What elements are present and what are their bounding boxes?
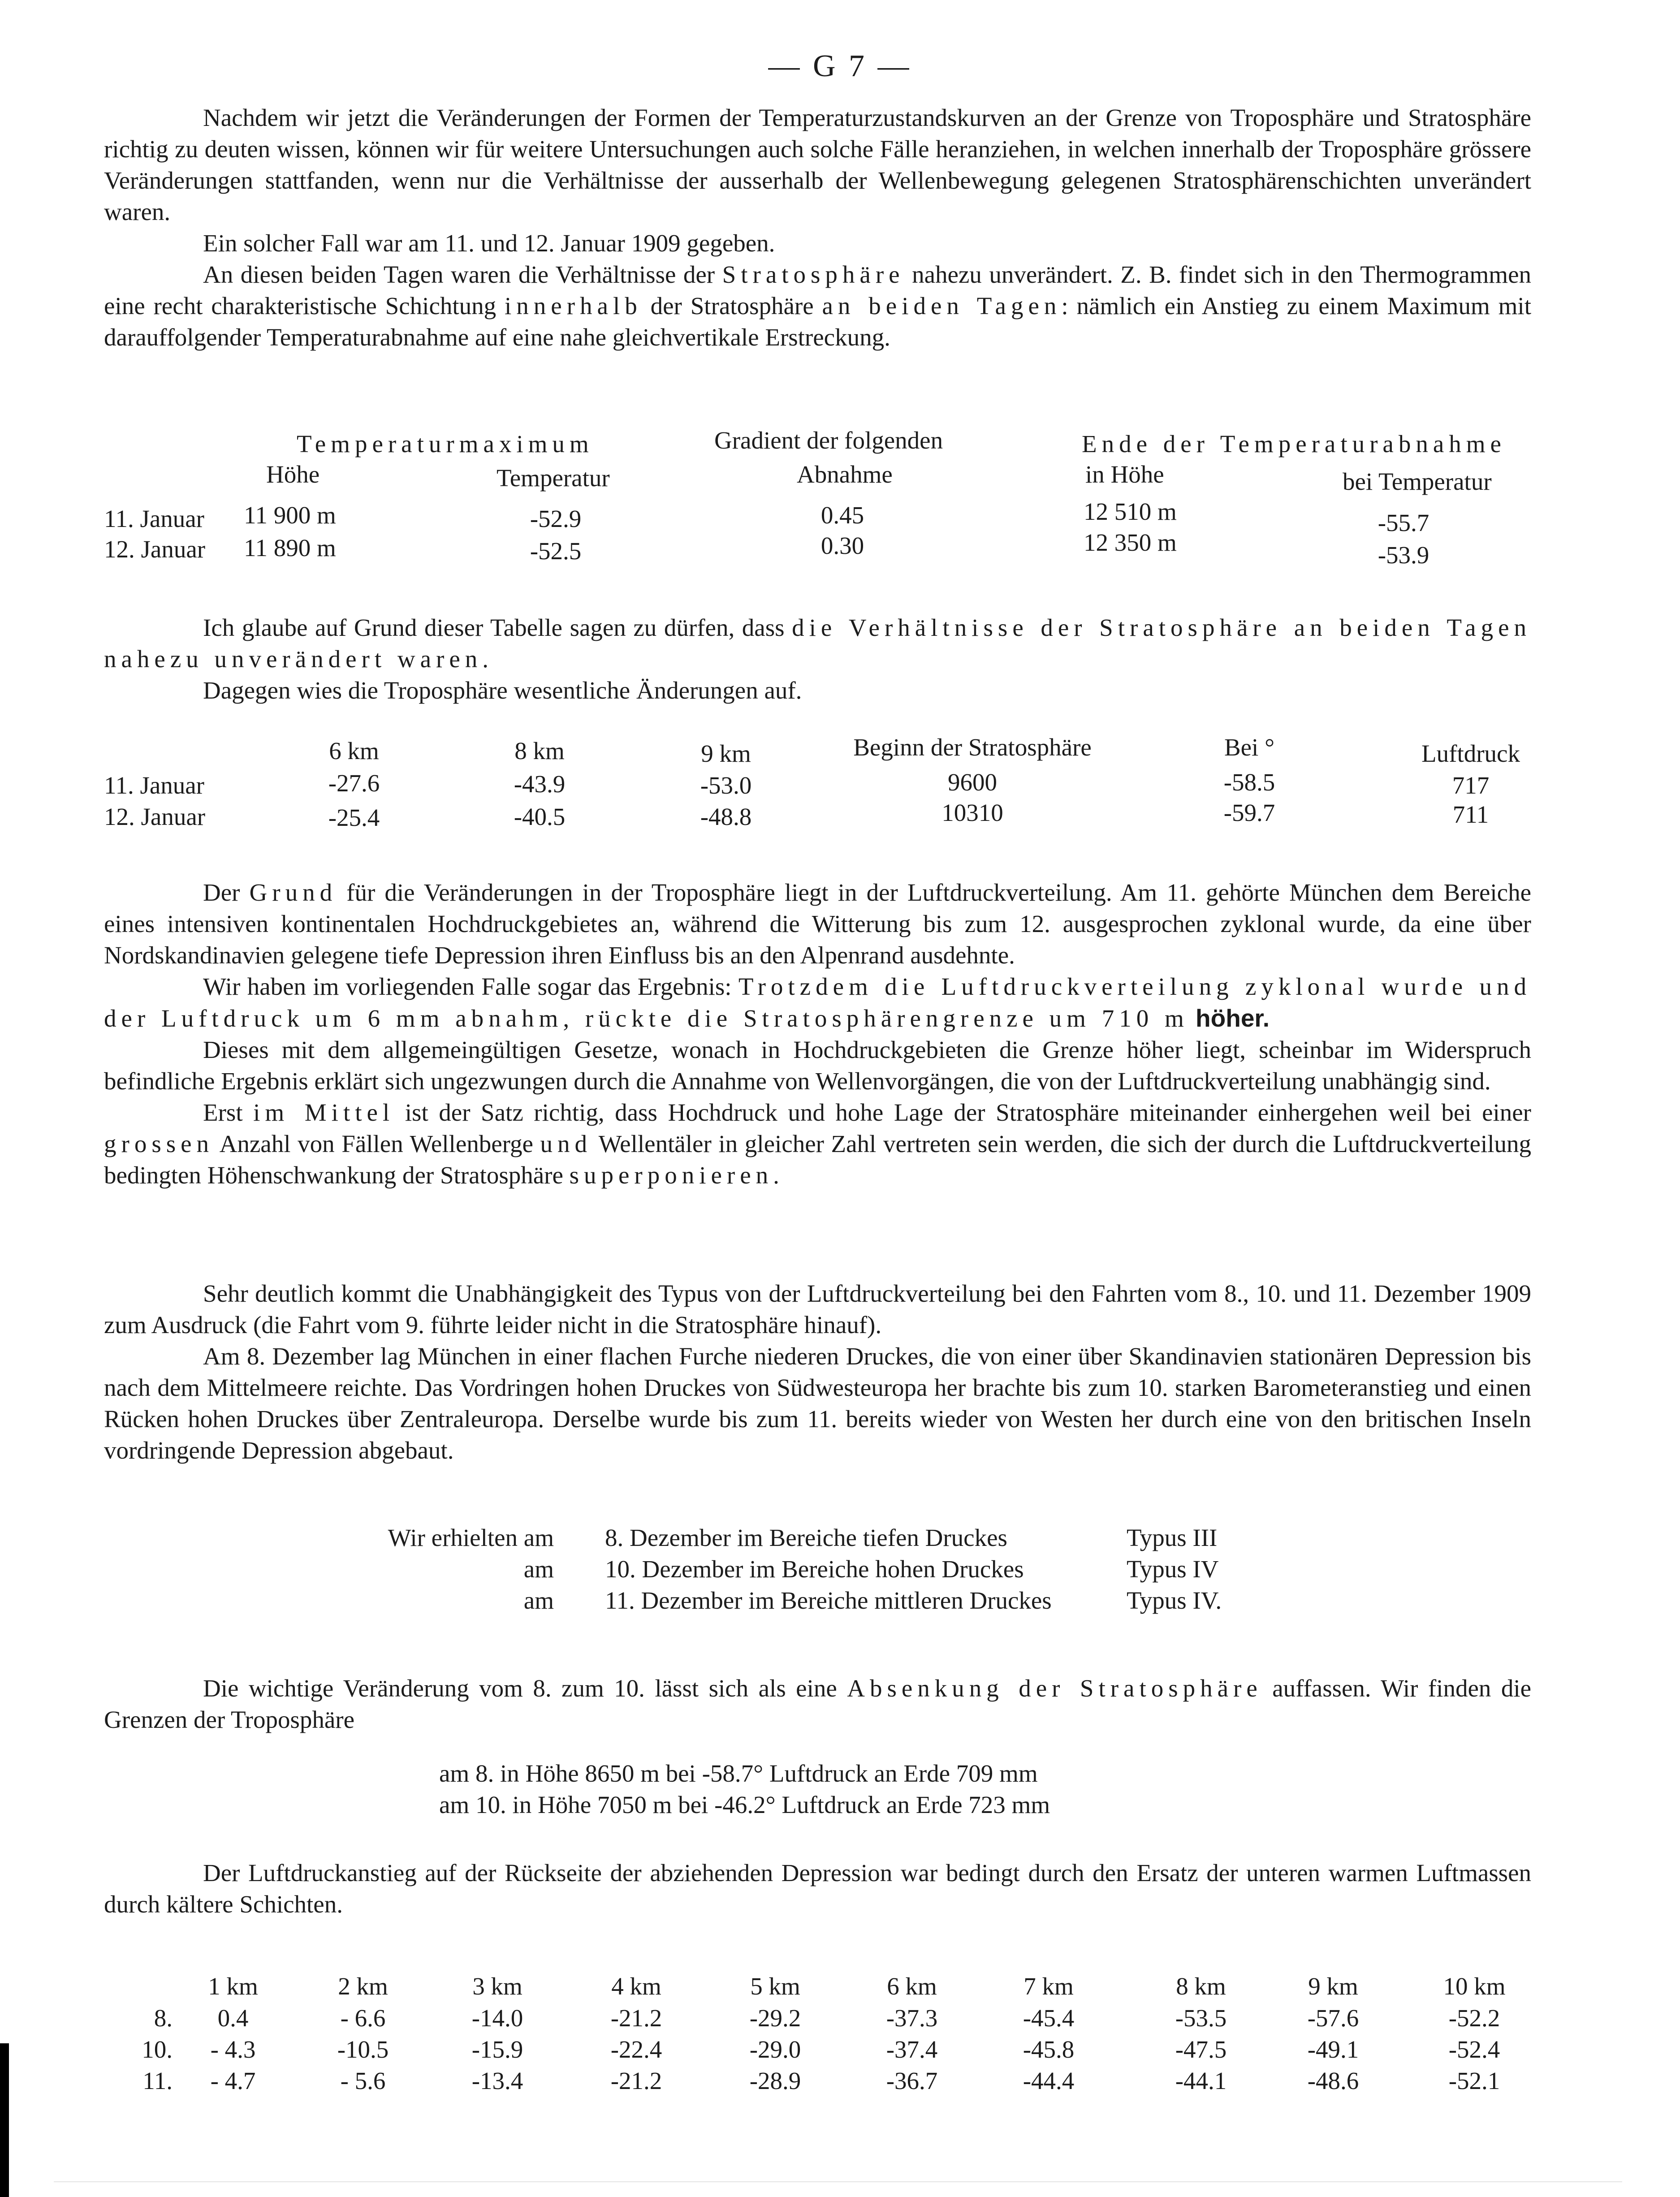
change-paragraph: Die wichtige Veränderung vom 8. zum 10. lässt sich als eine Absenkung der Stratosphäre auffassen. Wir finden die Grenzen der Troposphäre xyxy=(104,1675,1532,1733)
table-header: 5 km xyxy=(750,1973,800,2000)
table-header: Bei ° xyxy=(1224,734,1275,761)
table-cell: -49.1 xyxy=(1307,2036,1359,2063)
rise-paragraph: Der Luftdruckanstieg auf der Rückseite der abziehenden Depression war bedingt durch den Ersatz der unteren warmen Luftmassen durch kältere Schichten. xyxy=(104,1859,1531,1918)
table-header: 10 km xyxy=(1443,1973,1506,2000)
table-cell: 711 xyxy=(1452,801,1489,828)
stratosphere-paragraph: An diesen beiden Tagen waren die Verhältnisse der Stratosphäre nahezu unverändert. Z. B. findet sich in den Thermogrammen eine recht charakteristische Schichtung innerhalb der Stratosphäre an beiden Tagen: nämlich ein Anstieg zu einem Maximum mit darauffolgender Temperaturabnahme auf eine nahe gleichvertikale Erstreckung. xyxy=(104,261,1531,351)
table-sub-header: Temperatur xyxy=(497,464,610,492)
table-sub-header: in Höhe xyxy=(1085,461,1164,488)
table-cell: -14.0 xyxy=(471,2004,523,2032)
table-header: 3 km xyxy=(472,1973,523,2000)
table-row-label: 11. xyxy=(143,2067,173,2094)
table-header: 2 km xyxy=(338,1973,388,2000)
table-header: 7 km xyxy=(1024,1973,1074,2000)
types-lead: am xyxy=(523,1587,554,1614)
table-cell: -45.4 xyxy=(1023,2004,1075,2032)
conclusion-paragraph: Dagegen wies die Troposphäre wesentliche Änderungen auf. xyxy=(203,677,802,704)
scan-edge-shadow xyxy=(0,2043,9,2197)
table-cell: -52.2 xyxy=(1448,2004,1500,2032)
table-row-label: 11. Januar xyxy=(104,505,205,532)
table-cell: -29.2 xyxy=(749,2004,801,2032)
table-cell: -55.7 xyxy=(1378,509,1430,536)
table-header: 9 km xyxy=(1308,1973,1358,2000)
table-cell: 0.30 xyxy=(821,532,864,559)
result-paragraph: Wir haben im vorliegenden Falle sogar das Ergebnis: Trotzdem die Luftdruckverteilung zyklonal wurde und der Luftdruck um 6 mm abnahm, rückte die Stratosphärengrenze um 710 m höher. xyxy=(104,973,1531,1032)
table-row-label: 8. xyxy=(154,2004,173,2032)
table-row-label: 10. xyxy=(142,2036,173,2063)
table-cell: -40.5 xyxy=(514,803,566,830)
table-cell: -53.9 xyxy=(1378,541,1430,569)
table-cell: -44.1 xyxy=(1175,2067,1227,2094)
table-cell: - 4.7 xyxy=(210,2067,256,2094)
table-cell: 0.45 xyxy=(821,501,864,529)
table-cell: -28.9 xyxy=(749,2067,801,2094)
table-cell: -37.4 xyxy=(886,2036,938,2063)
table-group-header: Gradient der folgenden xyxy=(714,427,943,454)
table-cell: -52.4 xyxy=(1448,2036,1500,2063)
types-typus: Typus IV. xyxy=(1127,1587,1222,1614)
rise-block xyxy=(104,1857,1531,1920)
table-cell: -52.9 xyxy=(530,505,582,532)
table-cell: -13.4 xyxy=(471,2067,523,2094)
intro-block xyxy=(104,102,1531,353)
table-group-header: Temperaturmaximum xyxy=(297,430,594,458)
table-cell: -27.6 xyxy=(328,769,380,797)
types-date: 11. Dezember im Bereiche mittleren Druckes xyxy=(605,1587,1052,1614)
table-cell: -52.5 xyxy=(530,537,582,565)
explanation-paragraph: Dieses mit dem allgemeingültigen Gesetze, wonach in Hochdruckgebieten die Grenze höher liegt, scheinbar im Widerspruch befindliche Ergebnis erklärt sich ungezwungen durch die Annahme von Wellenvorgängen, die von der Luftdruckverteilung unabhängig sind. xyxy=(104,1036,1531,1095)
table-cell: -25.4 xyxy=(328,804,380,831)
table-cell: -29.0 xyxy=(749,2036,801,2063)
ground-paragraph: Der Grund für die Veränderungen in der Troposphäre liegt in der Luftdruckverteilung. Am 11. gehörte München dem Bereiche eines intensiven kontinentalen Hochdruckgebietes an, während die Witterung bis zum 12. ausgesprochen zyklonal wurde, da eine über Nordskandinavien gelegene tiefe Depression ihren Einfluss bis an den Alpenrand ausdehnte. xyxy=(104,879,1531,969)
table-sub-header: Höhe xyxy=(266,461,320,488)
table-cell: -36.7 xyxy=(886,2067,938,2094)
types-date: 10. Dezember im Bereiche hohen Druckes xyxy=(605,1555,1024,1583)
conclusion-paragraph: Ich glaube auf Grund dieser Tabelle sagen zu dürfen, dass die Verhältnisse der Stratosphäre an beiden Tagen nahezu unverändert waren. xyxy=(104,614,1531,673)
table-cell: -58.5 xyxy=(1223,768,1275,796)
table-header: Beginn der Stratosphäre xyxy=(853,734,1092,761)
table-cell: -43.9 xyxy=(514,770,566,798)
table-cell: - 4.3 xyxy=(210,2036,256,2063)
ground-block xyxy=(104,877,1531,1191)
table-cell: -48.8 xyxy=(700,803,752,830)
table-cell: -37.3 xyxy=(886,2004,938,2032)
table-cell: -59.7 xyxy=(1223,799,1275,826)
table-cell: 717 xyxy=(1452,772,1490,799)
table-cell: -48.6 xyxy=(1307,2067,1359,2094)
december-paragraph: Am 8. Dezember lag München in einer flachen Furche niederen Druckes, die von einer über Skandinavien stationären Depression bis nach dem Mittelmeere reichte. Das Vordringen hohen Druckes von Südwesteuropa her brachte bis zum 10. starken Barometeranstieg und einen Rücken hohen Druckes über Zentraleuropa. Derselbe wurde bis zum 11. bereits wieder von Westen her durch eine von den britischen Inseln vordringende Depression abgebaut. xyxy=(104,1342,1531,1464)
december-paragraph: Sehr deutlich kommt die Unabhängigkeit des Typus von der Luftdruckverteilung bei den Fahrten vom 8., 10. und 11. Dezember 1909 zum Ausdruck (die Fahrt vom 9. führte leider nicht in die Stratosphäre hinauf). xyxy=(104,1280,1531,1338)
table-cell: - 5.6 xyxy=(340,2067,386,2094)
table-row-label: 11. Januar xyxy=(104,772,205,799)
page-number-header: — G 7 — xyxy=(768,49,912,83)
table-row-label: 12. Januar xyxy=(104,803,206,830)
table-header: 6 km xyxy=(329,737,379,764)
table-cell: -15.9 xyxy=(471,2036,523,2063)
table-cell: -44.4 xyxy=(1023,2067,1075,2094)
table-cell: 12 350 m xyxy=(1084,529,1177,556)
table-header: 8 km xyxy=(514,737,565,764)
limits-line: am 10. in Höhe 7050 m bei -46.2° Luftdruck an Erde 723 mm xyxy=(439,1791,1050,1818)
intro-paragraph: Nachdem wir jetzt die Veränderungen der Formen der Temperaturzustandskurven an der Grenze von Troposphäre und Stratosphäre richtig zu deuten wissen, können wir für weitere Untersuchungen auch solche Fälle heranziehen, in welchen innerhalb der Troposphäre grössere Veränderungen stattfanden, wenn nur die Verhältnisse der ausserhalb der Wellenbewegung gelegenen Stratosphärenschichten unverändert waren. xyxy=(104,104,1531,225)
intro-paragraph: Ein solcher Fall war am 11. und 12. Januar 1909 gegeben. xyxy=(203,229,775,257)
table-cell: - 6.6 xyxy=(340,2004,386,2032)
table-cell: -47.5 xyxy=(1175,2036,1227,2063)
table-cell: -53.0 xyxy=(700,772,752,799)
table-cell: 12 510 m xyxy=(1084,498,1177,525)
table-header: 1 km xyxy=(208,1973,258,2000)
change-block xyxy=(104,1673,1531,1735)
table-cell: -45.8 xyxy=(1023,2036,1075,2063)
types-lead: Wir erhielten am xyxy=(388,1524,554,1551)
table-cell: -22.4 xyxy=(610,2036,662,2063)
table-group-header: Ende der Temperaturabnahme xyxy=(1082,430,1506,458)
scan-bottom-edge xyxy=(54,2181,1622,2182)
limits-line: am 8. in Höhe 8650 m bei -58.7° Luftdruck an Erde 709 mm xyxy=(439,1760,1038,1787)
table-header: 4 km xyxy=(611,1973,661,2000)
table-cell: 10310 xyxy=(941,799,1003,826)
table-cell: -52.1 xyxy=(1448,2067,1500,2094)
table-cell: 11 900 m xyxy=(244,501,336,529)
conclusion-block xyxy=(104,612,1531,706)
table-header: 9 km xyxy=(701,740,751,767)
table-cell: -53.5 xyxy=(1175,2004,1227,2032)
table-cell: -57.6 xyxy=(1307,2004,1359,2032)
table-cell: -21.2 xyxy=(610,2067,662,2094)
table-sub-header: Abnahme xyxy=(797,461,893,488)
table-header: 6 km xyxy=(887,1973,937,2000)
table-cell: -10.5 xyxy=(337,2036,389,2063)
december-block xyxy=(104,1278,1531,1466)
types-date: 8. Dezember im Bereiche tiefen Druckes xyxy=(605,1524,1007,1551)
table-cell: -21.2 xyxy=(610,2004,662,2032)
types-typus: Typus IV xyxy=(1127,1555,1219,1583)
table-cell: 9600 xyxy=(948,768,997,796)
table-header: Luftdruck xyxy=(1421,740,1520,767)
table-sub-header: bei Temperatur xyxy=(1343,468,1492,495)
table-row-label: 12. Januar xyxy=(104,535,206,563)
types-lead: am xyxy=(523,1555,554,1583)
table-cell: 11 890 m xyxy=(244,534,336,561)
table-cell: 0.4 xyxy=(217,2004,249,2032)
types-typus: Typus III xyxy=(1127,1524,1218,1551)
mean-paragraph: Erst im Mittel ist der Satz richtig, dass Hochdruck und hohe Lage der Stratosphäre miteinander einhergehen weil bei einer grossen Anzahl von Fällen Wellenberge und Wellentäler in gleicher Zahl vertreten sein werden, die sich der durch die Luftdruckverteilung bedingten Höhenschwankung der Stratosphäre superponieren. xyxy=(104,1099,1532,1189)
table-header: 8 km xyxy=(1176,1973,1226,2000)
